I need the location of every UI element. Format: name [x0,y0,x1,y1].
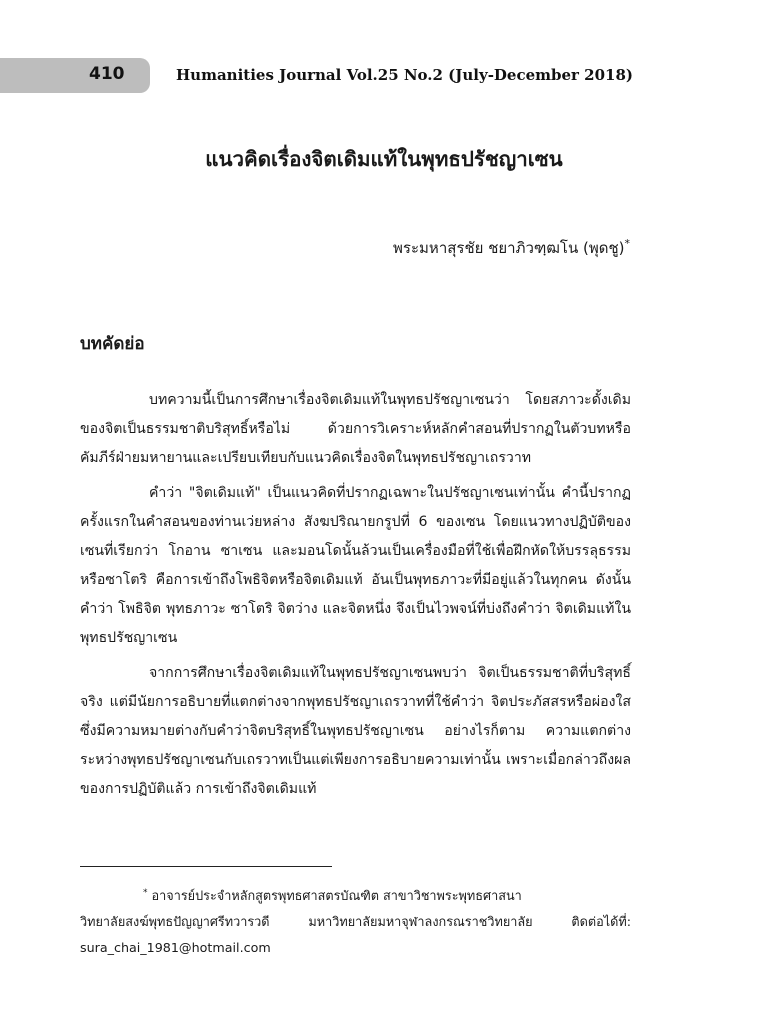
abstract-body [80,386,631,810]
footnote [80,880,631,961]
article-title: แนวคิดเรื่องจิตเดิมแท้ในพุทธปรัชญาเซน [205,147,563,171]
footnote-mark: * [143,888,148,898]
running-header: Humanities Journal Vol.25 No.2 (July-December 2018) [176,66,634,84]
abstract-heading: บทคัดย่อ [80,334,145,354]
page-number: 410 [89,64,125,84]
abstract-paragraph: บทความนี้เป็นการศึกษาเรื่องจิตเดิมแท้ในพุทธปรัชญาเซนว่า โดยสภาวะดั้งเดิมของจิตเป็นธรรมชาติบริสุทธิ์หรือไม่ ด้วยการวิเคราะห์หลักคำสอนที่ปรากฏในตัวบทหรือคัมภีร์ฝ่ายมหายานและเปรียบเทียบกับแนวคิดเรื่องจิตในพุทธปรัชญาเถรวาท [80,392,631,466]
author-footnote-mark: * [624,237,630,250]
footnote-line-1 [80,880,631,909]
footnote-divider [80,866,332,867]
abstract-paragraph: คำว่า "จิตเดิมแท้" เป็นแนวคิดที่ปรากฏเฉพาะในปรัชญาเซนเท่านั้น คำนี้ปรากฏครั้งแรกในคำสอนของท่านเว่ยหล่าง สังฆปริณายกรูปที่ 6 ของเซน โดยแนวทางปฏิบัติของเซนที่เรียกว่า โกอาน ซาเซน และมอนโดนั้นล้วนเป็นเครื่องมือที่ใช้เพื่อฝึกหัดให้บรรลุธรรมหรือซาโตริ คือการเข้าถึงโพธิจิตหรือจิตเดิมแท้ อันเป็นพุทธภาวะที่มีอยู่แล้วในทุกคน ดังนั้น คำว่า โพธิจิต พุทธภาวะ ซาโตริ จิตว่าง และจิตหนึ่ง จึงเป็นไวพจน์ที่บ่งถึงคำว่า จิตเดิมแท้ในพุทธปรัชญาเซน [80,485,631,646]
footnote-line-2: วิทยาลัยสงฆ์พุทธปัญญาศรีทวารวดี มหาวิทยาลัยมหาจุฬาลงกรณราชวิทยาลัย ติดต่อได้ที่: sura_chai_1981@hotmail.com [80,914,631,956]
author-line [393,236,630,260]
abstract-paragraph: จากการศึกษาเรื่องจิตเดิมแท้ในพุทธปรัชญาเซนพบว่า จิตเป็นธรรมชาติที่บริสุทธิ์จริง แต่มีนัยการอธิบายที่แตกต่างจากพุทธปรัชญาเถรวาทที่ใช้คำว่า จิตประภัสสรหรือผ่องใส ซึ่งมีความหมายต่างกับคำว่าจิตบริสุทธิ์ในพุทธปรัชญาเซน อย่างไรก็ตาม ความแตกต่างระหว่างพุทธปรัชญาเซนกับเถรวาทเป็นแต่เพียงการอธิบายความเท่านั้น เพราะเมื่อกล่าวถึงผลของการปฏิบัติแล้ว การเข้าถึงจิตเดิมแท้ [80,665,631,797]
author-name: พระมหาสุรชัย ชยาภิวฑฺฒโน (พุดชู) [393,239,625,257]
page-number-tab [0,58,150,93]
footnote-affiliation: อาจารย์ประจำหลักสูตรพุทธศาสตรบัณฑิต สาขาวิชาพระพุทธศาสนา [151,888,522,904]
